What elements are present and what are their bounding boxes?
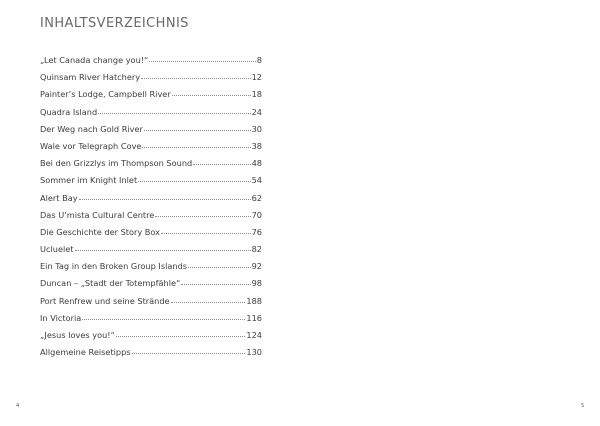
toc-entry-title: „Jesus loves you!“ — [40, 330, 115, 340]
toc-entry-title: Die Geschichte der Story Box — [40, 226, 161, 237]
toc-entry-page-number: 98 — [251, 278, 262, 289]
toc-entry-page-number: 116 — [246, 312, 262, 323]
toc-entry-page-number: 48 — [251, 158, 262, 169]
toc-entry — [40, 89, 262, 106]
toc-entry-page-number: 38 — [251, 140, 262, 151]
dot-leader — [98, 113, 250, 114]
toc-entry — [40, 141, 262, 158]
toc-entry — [40, 158, 262, 175]
toc-entry — [40, 296, 262, 313]
toc-entry-title: Painter’s Lodge, Campbell River — [40, 89, 171, 100]
toc-entry-page-number: 82 — [251, 244, 262, 255]
toc-entry — [40, 193, 262, 210]
dot-leader — [116, 336, 246, 337]
toc-entry-page-number: 188 — [246, 295, 262, 306]
toc-entry-page-number: 8 — [256, 55, 262, 65]
dot-leader — [144, 130, 251, 131]
dot-leader — [172, 95, 251, 96]
toc-entry — [40, 107, 262, 124]
toc-entry-title: „Let Canada change you!“ — [40, 55, 149, 65]
dot-leader — [193, 164, 250, 165]
dot-leader — [75, 250, 251, 251]
toc-entry-title: Ucluelet — [40, 244, 74, 255]
dot-leader — [161, 233, 251, 234]
toc-entry-title: Sommer im Knight Inlet — [40, 175, 138, 186]
toc-entry-page-number: 62 — [251, 192, 262, 203]
toc-entry — [40, 313, 262, 330]
toc-entry-title: In Victoria — [40, 312, 82, 323]
toc-entry — [40, 72, 262, 89]
dot-leader — [188, 267, 251, 268]
toc-entry-title: Das U’mista Cultural Centre — [40, 209, 155, 220]
toc-entry-page-number: 12 — [251, 72, 262, 83]
toc-entry-page-number: 76 — [251, 226, 262, 237]
page-number-left: 4 — [16, 403, 20, 409]
toc-entry-title: Der Weg nach Gold River — [40, 123, 143, 134]
toc-entry-page-number: 30 — [251, 123, 262, 134]
dot-leader — [82, 319, 245, 320]
dot-leader — [132, 353, 246, 354]
dot-leader — [138, 181, 250, 182]
toc-heading: INHALTSVERZEICHNIS — [40, 16, 189, 31]
toc-entry-title: Ein Tag in den Broken Group Islands — [40, 261, 188, 272]
toc-entry-title: Duncan – „Stadt der Totempfähle“ — [40, 278, 181, 289]
toc-entry-page-number: 54 — [251, 175, 262, 186]
toc-entry — [40, 278, 262, 295]
dot-leader — [155, 216, 250, 217]
toc-list — [40, 55, 262, 364]
toc-entry-page-number: 70 — [251, 209, 262, 220]
toc-entry-title: Alert Bay — [40, 192, 78, 203]
toc-entry — [40, 55, 262, 72]
page-number-right: 5 — [581, 403, 585, 409]
dot-leader — [142, 147, 250, 148]
toc-entry-title: Allgemeine Reisetipps — [40, 347, 131, 358]
toc-entry — [40, 124, 262, 141]
toc-entry-title: Port Renfrew und seine Strände — [40, 295, 170, 306]
toc-entry-page-number: 24 — [251, 106, 262, 117]
toc-entry-page-number: 92 — [251, 261, 262, 272]
toc-entry — [40, 347, 262, 364]
toc-entry — [40, 210, 262, 227]
toc-entry-title: Quinsam River Hatchery — [40, 72, 141, 83]
toc-entry-page-number: 124 — [246, 330, 262, 340]
toc-entry-title: Bei den Grizzlys im Thompson Sound — [40, 158, 193, 169]
toc-entry — [40, 261, 262, 278]
toc-entry — [40, 227, 262, 244]
toc-entry-title: Quadra Island — [40, 106, 98, 117]
toc-entry-page-number: 18 — [251, 89, 262, 100]
dot-leader — [171, 302, 246, 303]
toc-entry — [40, 244, 262, 261]
toc-entry-page-number: 130 — [246, 347, 262, 358]
toc-entry — [40, 175, 262, 192]
toc-entry-title: Wale vor Telegraph Cove — [40, 140, 142, 151]
dot-leader — [149, 61, 256, 62]
dot-leader — [141, 78, 250, 79]
toc-entry — [40, 330, 262, 347]
dot-leader — [79, 199, 251, 200]
dot-leader — [181, 284, 250, 285]
